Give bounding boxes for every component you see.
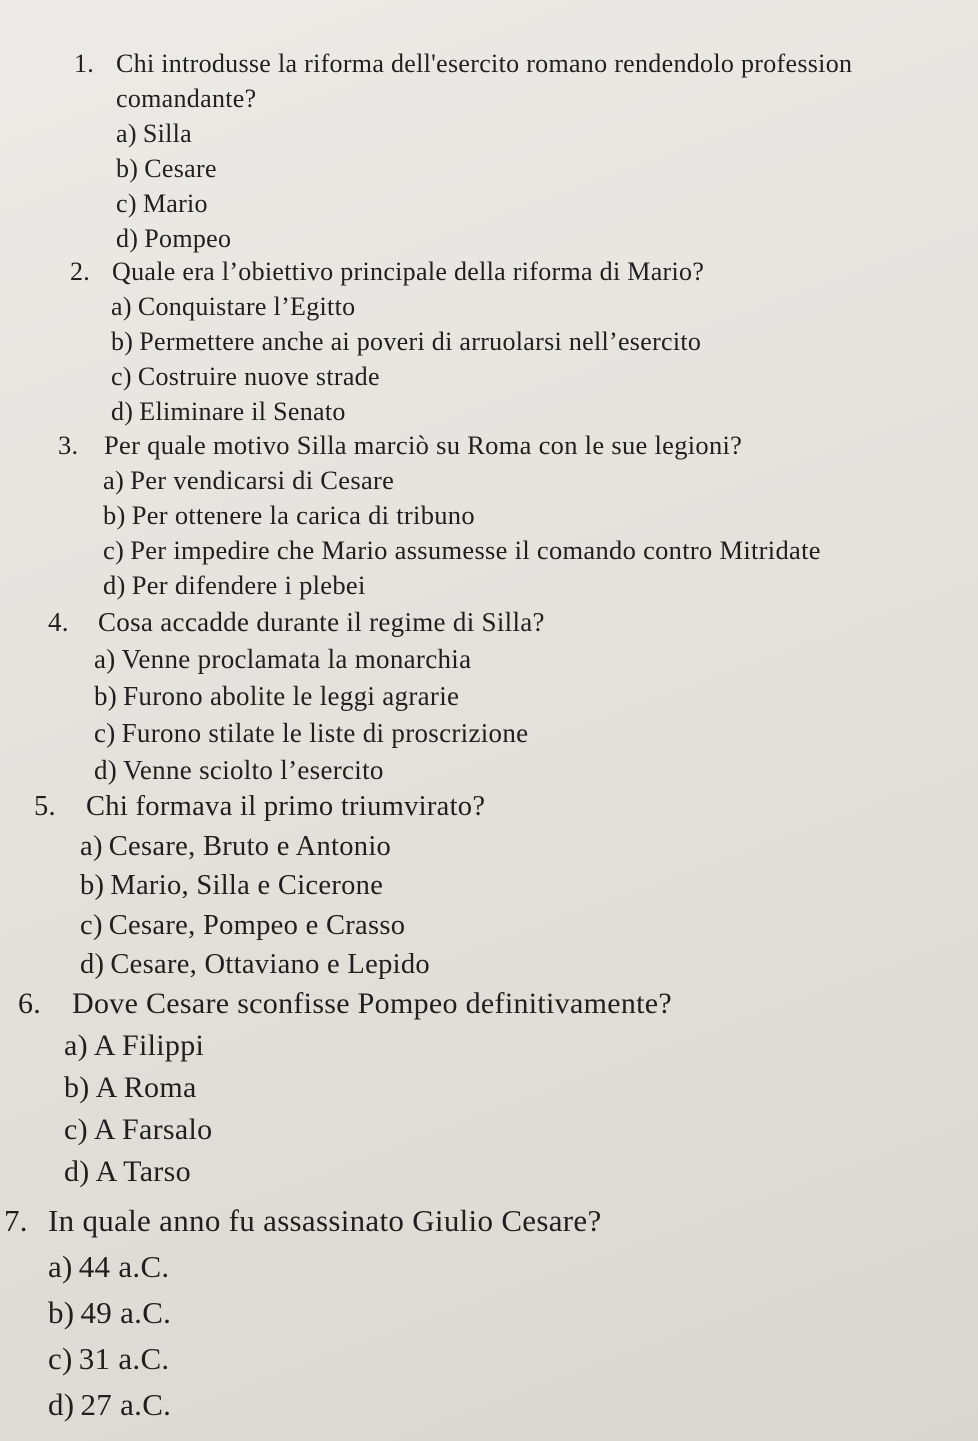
question-6 [0,983,978,1193]
option-letter: d) [48,1387,75,1422]
option-b [94,678,978,715]
option-text: Cesare, Pompeo e Crasso [108,909,406,941]
option-letter: c) [116,189,137,218]
option-b [103,498,978,533]
option-b [64,1067,978,1109]
question-text-continuation: comandante? [116,84,257,113]
question-text: Cosa accadde durante il regime di Silla? [98,607,545,637]
question-4-stem [0,604,978,641]
question-number: 4. [48,607,69,637]
option-text: Eliminare il Senato [139,397,346,426]
option-text: Per difendere i plebei [131,570,366,600]
option-a [80,827,978,867]
question-3-stem [0,428,978,463]
question-6-stem [0,983,978,1025]
option-letter: d) [64,1155,90,1188]
option-b [80,866,978,906]
option-letter: d) [94,755,118,785]
option-letter: a) [111,292,132,321]
option-text: Furono abolite le leggi agrarie [123,681,460,711]
option-letter: d) [80,949,105,980]
option-text: 27 a.C. [80,1387,172,1422]
question-text: Dove Cesare sconfisse Pompeo definitivamente? [72,987,672,1020]
option-letter: b) [64,1071,90,1104]
option-text: 31 a.C. [78,1341,170,1376]
option-d [80,945,978,985]
option-text: Per ottenere la carica di tribuno [131,500,475,530]
option-text: 44 a.C. [78,1249,170,1284]
option-text: A Tarso [95,1155,191,1188]
option-d [48,1382,978,1428]
option-letter: b) [80,870,105,901]
option-text: Cesare, Bruto e Antonio [108,830,392,862]
option-text: Cesare [144,154,217,183]
question-text: Chi formava il primo triumvirato? [86,791,486,822]
option-text: Pompeo [144,224,232,253]
option-letter: b) [48,1295,75,1330]
option-d [94,752,978,789]
option-letter: d) [116,224,139,253]
option-text: A Filippi [93,1029,205,1062]
option-text: Venne proclamata la monarchia [121,644,472,674]
question-text: In quale anno fu assassinato Giulio Cesare? [48,1203,602,1238]
option-c [64,1109,978,1151]
question-text: Quale era l’obiettivo principale della riforma di Mario? [112,257,705,286]
option-a [94,641,978,678]
question-number: 6. [18,987,42,1020]
option-letter: b) [116,154,139,183]
question-4 [0,604,978,789]
option-letter: b) [94,681,118,711]
option-letter: a) [80,830,103,862]
question-7 [0,1198,978,1428]
option-letter: c) [111,362,132,391]
question-number: 5. [34,791,56,822]
option-a [48,1244,978,1290]
question-number: 1. [74,49,95,78]
question-7-stem [0,1198,978,1244]
option-c [116,186,978,221]
option-c [80,906,978,946]
option-text: Conquistare l’Egitto [137,292,356,321]
option-letter: b) [111,327,134,356]
option-b [48,1290,978,1336]
option-d [116,221,978,256]
option-text: Mario [142,189,208,218]
question-text: Chi introdusse la riforma dell'esercito romano rendendolo profession [116,49,853,78]
option-text: Per impedire che Mario assumesse il comando contro Mitridate [130,535,821,565]
option-c [111,359,978,394]
option-text: Furono stilate le liste di proscrizione [121,718,529,748]
option-a [116,116,978,151]
option-letter: c) [64,1113,88,1146]
question-5-stem [0,787,978,827]
option-letter: d) [111,397,134,426]
option-text: Mario, Silla e Cicerone [110,870,384,901]
option-text: Permettere anche ai poveri di arruolarsi nell’esercito [139,327,702,356]
question-text: Per quale motivo Silla marciò su Roma con le sue legioni? [104,430,743,460]
question-1-stem [0,46,978,81]
option-text: Costruire nuove strade [137,362,380,391]
option-a [103,463,978,498]
option-text: Per vendicarsi di Cesare [130,465,395,495]
option-letter: c) [80,909,103,941]
option-c [103,533,978,568]
option-letter: c) [94,718,116,748]
option-letter: a) [103,465,125,495]
option-letter: a) [48,1249,73,1284]
option-d [111,394,978,429]
option-text: 49 a.C. [80,1295,172,1330]
option-a [111,289,978,324]
option-b [111,324,978,359]
option-letter: a) [64,1029,88,1062]
option-c [94,715,978,752]
option-d [64,1151,978,1193]
question-2 [0,254,978,429]
option-text: Silla [142,119,192,148]
option-letter: a) [116,119,137,148]
option-b [116,151,978,186]
question-5 [0,787,978,985]
option-letter: a) [94,644,116,674]
question-number: 7. [4,1203,28,1238]
option-text: Venne sciolto l’esercito [123,755,384,785]
option-text: A Roma [95,1071,197,1104]
option-a [64,1025,978,1067]
option-letter: c) [48,1341,73,1376]
option-text: Cesare, Ottaviano e Lepido [110,949,430,980]
option-letter: b) [103,500,126,530]
option-letter: d) [103,570,126,600]
option-d [103,568,978,603]
question-1 [0,46,978,256]
question-number: 3. [58,430,79,460]
question-3 [0,428,978,603]
question-2-stem [0,254,978,289]
option-c [48,1336,978,1382]
option-letter: c) [103,535,125,565]
option-text: A Farsalo [93,1113,213,1146]
question-number: 2. [70,257,91,286]
